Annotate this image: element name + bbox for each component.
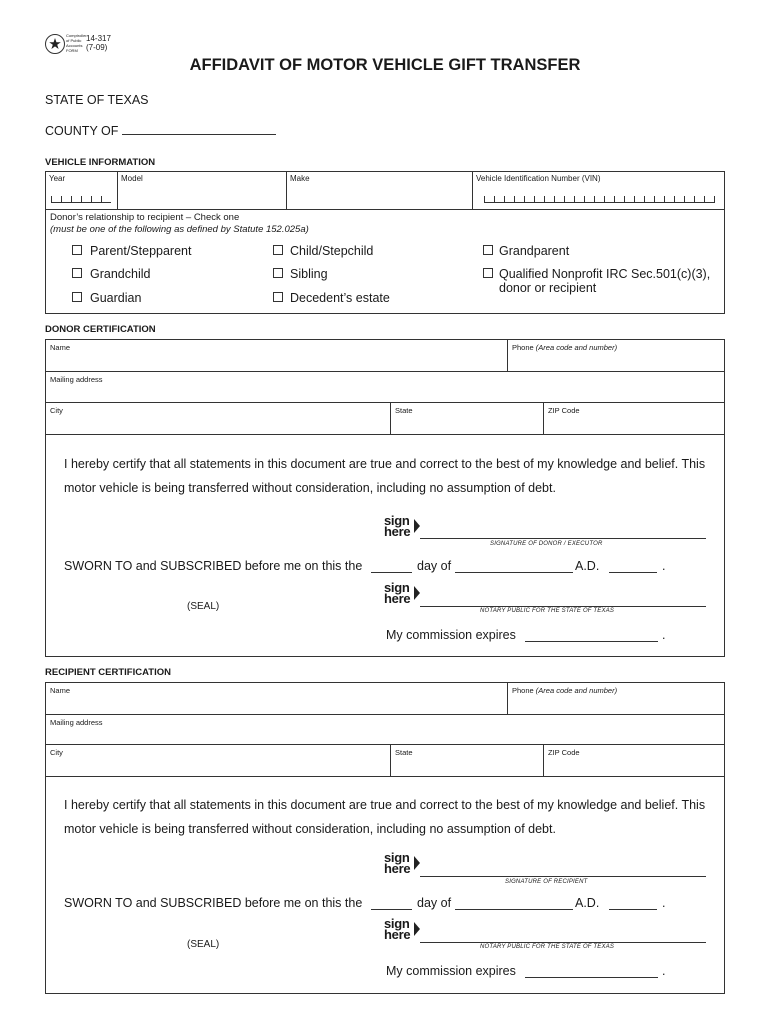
donor-state-label: State [395,406,413,415]
recipient-year-field[interactable] [609,909,657,910]
make-field[interactable] [286,171,472,209]
seal-line: Accounts [66,43,83,48]
recipient-sworn-text: SWORN TO and SUBSCRIBED before me on this the [64,896,363,910]
donor-commission-field[interactable] [525,641,658,642]
recipient-commission-period: . [662,964,666,978]
relationship-note: (must be one of the following as defined by Statute 152.025a) [50,224,309,235]
year-label: Year [49,174,66,183]
donor-city-label: City [50,406,63,415]
recipient-phone-hint: (Area code and number) [535,686,618,695]
donor-notary-caption: NOTARY PUBLIC FOR THE STATE OF TEXAS [480,608,615,614]
recipient-mailing-field[interactable] [45,714,725,744]
here-text: here [384,927,411,942]
comptroller-seal [45,34,65,54]
donor-zip-field[interactable] [543,402,725,434]
seal-line: Comptroller [66,33,87,38]
page-title: AFFIDAVIT OF MOTOR VEHICLE GIFT TRANSFER [189,56,581,74]
model-field[interactable] [117,171,286,209]
recipient-commission-label: My commission expires [386,964,516,978]
recipient-zip-field[interactable] [543,744,725,776]
donor-zip-label: ZIP Code [548,406,580,415]
option-sibling: Sibling [290,267,328,281]
recipient-ad: A.D. [575,896,600,910]
county-field[interactable] [122,134,276,135]
donor-day-field[interactable] [371,572,412,573]
checkbox-grandparent[interactable] [483,245,493,255]
recipient-name-field[interactable] [45,682,507,714]
recipient-month-field[interactable] [455,909,573,910]
recipient-commission-field[interactable] [525,977,658,978]
make-label: Make [290,174,310,183]
checkbox-child-stepchild[interactable] [273,245,283,255]
donor-statement-line2: motor vehicle is being transferred without consideration, including no assumption of debt. [64,481,556,495]
recipient-name-label: Name [50,686,71,695]
relationship-label: Donor’s relationship to recipient – Check one [50,212,240,223]
recipient-phone-field[interactable] [507,682,725,714]
checkbox-decedents-estate[interactable] [273,292,283,302]
recipient-zip-label: ZIP Code [548,748,580,757]
recipient-day-of: day of [417,896,452,910]
year-field[interactable] [45,171,117,209]
donor-commission-period: . [662,628,666,642]
recipient-mailing-label: Mailing address [50,718,103,727]
donor-state-field[interactable] [390,402,543,434]
option-guardian: Guardian [90,291,142,305]
donor-signature-caption: SIGNATURE OF DONOR / EXECUTOR [490,541,603,547]
donor-notary-sign-here-icon [384,582,410,604]
donor-name-label: Name [50,343,71,352]
recipient-notary-caption: NOTARY PUBLIC FOR THE STATE OF TEXAS [480,944,615,950]
option-qualified-nonprofit-cont: donor or recipient [499,281,597,295]
donor-notary-signature-line[interactable] [420,606,706,607]
sign-text: sign [384,513,410,528]
donor-phone-field[interactable] [507,339,725,371]
sign-text: sign [384,850,410,865]
donor-phone-label: Phone [512,343,534,352]
seal-line: of Public [66,38,82,43]
vehicle-section-heading: VEHICLE INFORMATION [45,157,156,168]
model-label: Model [121,174,143,183]
donor-city-field[interactable] [45,402,390,434]
option-qualified-nonprofit: Qualified Nonprofit IRC Sec.501(c)(3), [499,267,711,281]
here-text: here [384,861,411,876]
option-parent-stepparent: Parent/Stepparent [90,244,192,258]
recipient-notary-signature-line[interactable] [420,942,706,943]
donor-section-heading: DONOR CERTIFICATION [45,324,156,335]
recipient-state-field[interactable] [390,744,543,776]
checkbox-guardian[interactable] [72,292,82,302]
donor-mailing-field[interactable] [45,371,725,402]
donor-day-of: day of [417,559,452,573]
recipient-sign-here-icon [384,852,410,874]
form-date: (7-09) [86,43,108,52]
recipient-city-field[interactable] [45,744,390,776]
option-grandparent: Grandparent [499,244,570,258]
donor-month-field[interactable] [455,572,573,573]
recipient-city-label: City [50,748,63,757]
sign-text: sign [384,916,410,931]
state-line: STATE OF TEXAS [45,93,149,107]
option-decedents-estate: Decedent’s estate [290,291,390,305]
sign-text: sign [384,580,410,595]
donor-signature-line[interactable] [420,538,706,539]
donor-phone-hint: (Area code and number) [535,343,618,352]
checkbox-grandchild[interactable] [72,268,82,278]
here-text: here [384,591,411,606]
donor-commission-label: My commission expires [386,628,516,642]
recipient-day-field[interactable] [371,909,412,910]
county-label: COUNTY OF [45,124,119,138]
recipient-notary-sign-here-icon [384,918,410,940]
recipient-statement-line1: I hereby certify that all statements in this document are true and correct to the best of my knowledge and belief. This [64,798,706,812]
donor-name-field[interactable] [45,339,507,371]
recipient-section-heading: RECIPIENT CERTIFICATION [45,667,171,678]
donor-sworn-text: SWORN TO and SUBSCRIBED before me on this the [64,559,363,573]
donor-year-field[interactable] [609,572,657,573]
recipient-phone-label: Phone [512,686,534,695]
recipient-state-label: State [395,748,413,757]
year-tick-marks [51,196,111,203]
seal-text [66,33,87,53]
donor-ad: A.D. [575,559,600,573]
vin-tick-marks [484,196,715,203]
checkbox-qualified-nonprofit[interactable] [483,268,493,278]
donor-period: . [662,559,666,573]
recipient-seal: (SEAL) [187,939,220,950]
vin-field[interactable] [472,171,725,209]
checkbox-parent-stepparent[interactable] [72,245,82,255]
seal-line: FORM [66,48,78,53]
option-child-stepchild: Child/Stepchild [290,244,374,258]
recipient-signature-line[interactable] [420,876,706,877]
recipient-signature-caption: SIGNATURE OF RECIPIENT [505,879,588,885]
option-grandchild: Grandchild [90,267,151,281]
donor-mailing-label: Mailing address [50,375,103,384]
donor-sign-here-icon [384,515,410,537]
form-number: 14-317 [86,34,111,43]
donor-statement-line1: I hereby certify that all statements in this document are true and correct to the best of my knowledge and belief. This [64,457,706,471]
checkbox-sibling[interactable] [273,268,283,278]
vin-label: Vehicle Identification Number (VIN) [476,174,601,183]
recipient-statement-line2: motor vehicle is being transferred without consideration, including no assumption of debt. [64,822,556,836]
recipient-period: . [662,896,666,910]
here-text: here [384,524,411,539]
donor-seal: (SEAL) [187,601,220,612]
